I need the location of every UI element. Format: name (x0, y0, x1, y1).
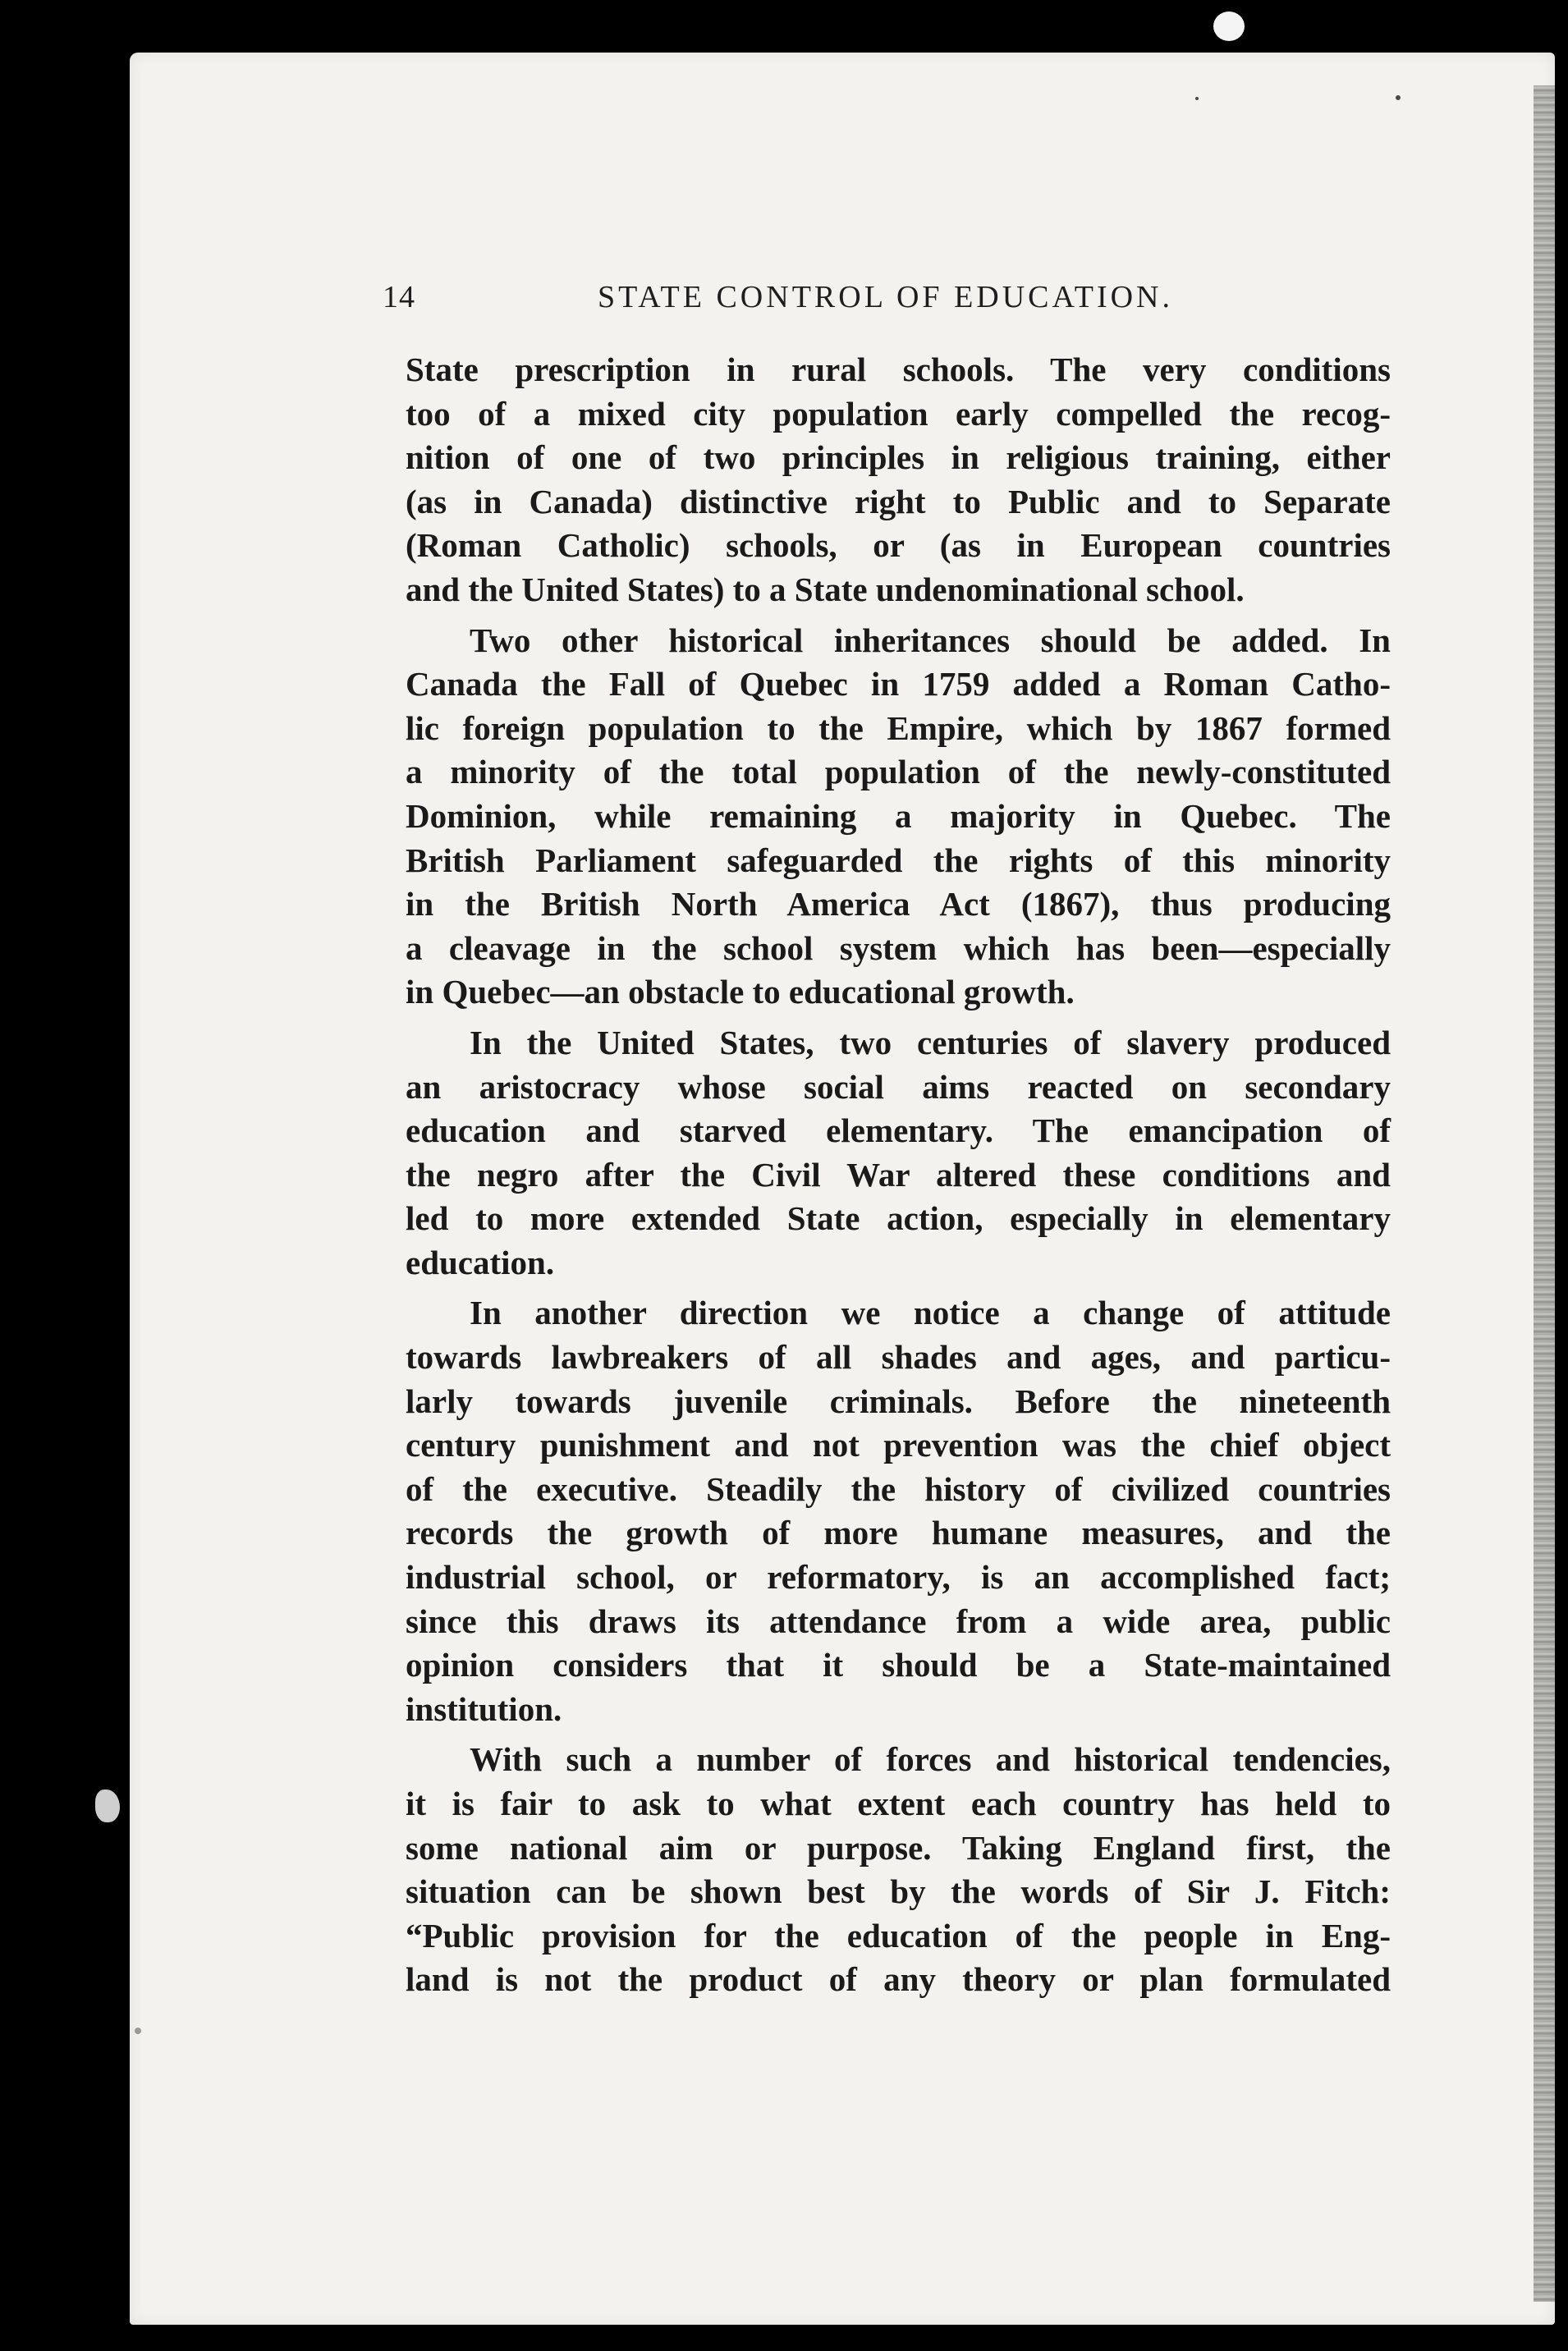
text-line: State prescription in rural schools. The very conditions (406, 351, 1391, 388)
text-line: industrial school, or reformatory, is an accomplished fact; (406, 1558, 1391, 1597)
text-line: (as in Canada) distinctive right to Public and to Separate (406, 482, 1391, 520)
text-line: since this draws its attendance from a wide area, public (406, 1602, 1391, 1640)
page-edge-shadow (1534, 85, 1555, 2302)
scan-speck (1195, 97, 1199, 100)
text-line: in Quebec—an obstacle to educational growth. (406, 973, 1075, 1011)
running-head: STATE CONTROL OF EDUCATION. (598, 280, 1173, 314)
paragraph (406, 1738, 1391, 2002)
page-header (383, 279, 1204, 320)
text-line: the negro after the Civil War altered these conditions and (406, 1155, 1391, 1194)
text-line: records the growth of more humane measures, and the (406, 1514, 1391, 1552)
text-line: With such a number of forces and historical tendencies, (470, 1740, 1391, 1779)
text-line: In another direction we notice a change of attitude (470, 1294, 1391, 1332)
body-text (406, 348, 1391, 2002)
text-line: Two other historical inheritances should be added. In (470, 621, 1391, 659)
text-line: century punishment and not prevention was the chief object (406, 1426, 1391, 1464)
text-line: lic foreign population to the Empire, which by 1867 formed (406, 708, 1391, 747)
text-line: Canada the Fall of Quebec in 1759 added a Roman Catho- (406, 665, 1391, 703)
text-line: a minority of the total population of the newly-constituted (406, 753, 1391, 791)
text-line: a cleavage in the school system which has been—especially (406, 928, 1391, 967)
text-line: Dominion, while remaining a majority in Quebec. The (406, 796, 1391, 835)
text-line: In the United States, two centuries of slavery produced (470, 1023, 1391, 1061)
text-line: of the executive. Steadily the history of civilized countries (406, 1469, 1391, 1508)
paragraph (406, 1291, 1391, 1731)
scan-artifact (1213, 11, 1245, 41)
paragraph (406, 1021, 1391, 1285)
text-line: nition of one of two principles in religious training, either (406, 438, 1391, 477)
scan-speck (135, 2028, 141, 2034)
scan-speck (95, 1790, 120, 1822)
text-line: institution. (406, 1689, 562, 1728)
text-line: opinion considers that it should be a State-maintained (406, 1646, 1391, 1684)
text-line: and the United States) to a State undenominational school. (406, 570, 1245, 608)
text-line: led to more extended State action, especially in elementary (406, 1199, 1391, 1238)
text-line: education. (406, 1243, 555, 1281)
text-line: larly towards juvenile criminals. Before the nineteenth (406, 1382, 1391, 1420)
paragraph (406, 619, 1391, 1015)
text-line: in the British North America Act (1867), thus producing (406, 885, 1391, 923)
text-line: it is fair to ask to what extent each country has held to (406, 1785, 1391, 1822)
text-line: land is not the product of any theory or plan formulated (406, 1960, 1391, 1999)
page-number: 14 (383, 280, 415, 314)
paragraph (406, 348, 1391, 612)
text-line: education and starved elementary. The emancipation of (406, 1111, 1391, 1150)
text-line: situation can be shown best by the words of Sir J. Fitch: (406, 1872, 1391, 1911)
text-line: some national aim or purpose. Taking England first, the (406, 1828, 1391, 1867)
scan-speck (1396, 95, 1401, 100)
text-line: “Public provision for the education of the people in Eng- (406, 1916, 1391, 1955)
text-line: (Roman Catholic) schools, or (as in European countries (406, 526, 1391, 565)
text-line: too of a mixed city population early compelled the recog- (406, 394, 1391, 433)
text-line: an aristocracy whose social aims reacted on secondary (406, 1067, 1391, 1106)
text-line: towards lawbreakers of all shades and ages, and particu- (406, 1338, 1391, 1377)
text-line: British Parliament safeguarded the rights of this minority (406, 841, 1391, 879)
